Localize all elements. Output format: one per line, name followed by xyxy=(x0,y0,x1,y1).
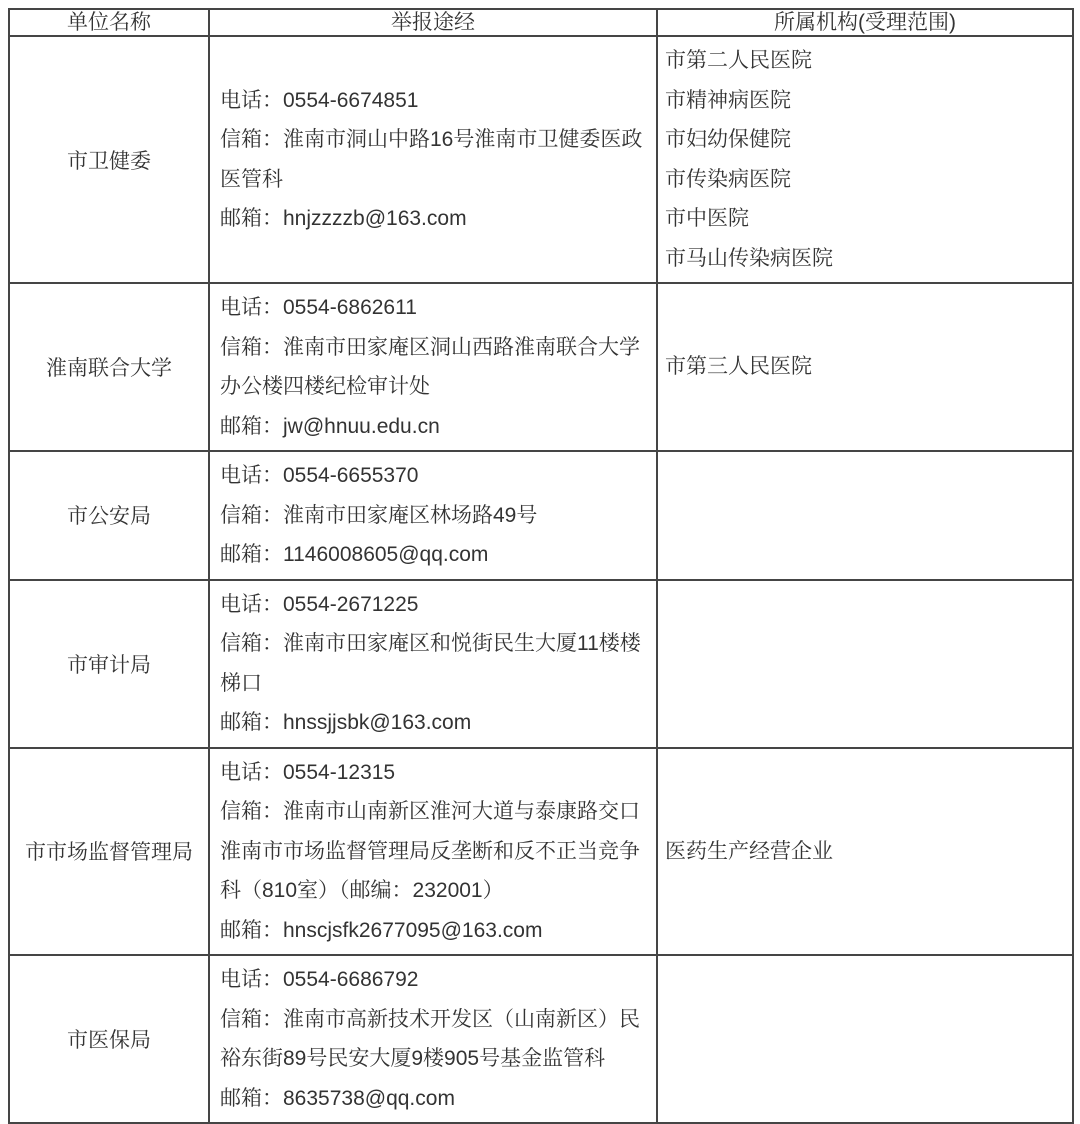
mailbox-line: 信箱：淮南市田家庵区洞山西路淮南联合大学办公楼四楼纪检审计处 xyxy=(220,335,640,398)
unit-name-cell: 市审计局 xyxy=(9,580,209,748)
institutions-cell xyxy=(657,283,1073,451)
table-row xyxy=(9,955,1073,1123)
report-channels-cell xyxy=(209,580,657,748)
mailbox-line: 信箱：淮南市高新技术开发区（山南新区）民裕东街89号民安大厦9楼905号基金监管科 xyxy=(220,1007,640,1070)
table-row xyxy=(9,580,1073,748)
mailbox-line: 信箱：淮南市田家庵区林场路49号 xyxy=(220,503,538,527)
header-institutions: 所属机构(受理范围) xyxy=(657,9,1073,36)
mailbox-line: 信箱：淮南市洞山中路16号淮南市卫健委医政医管科 xyxy=(220,128,643,191)
table-row xyxy=(9,748,1073,956)
report-channels-cell xyxy=(209,748,657,956)
mailbox-line: 信箱：淮南市田家庵区和悦街民生大厦11楼楼梯口 xyxy=(220,632,641,695)
unit-name-cell: 市医保局 xyxy=(9,955,209,1123)
mailbox-line: 信箱：淮南市山南新区淮河大道与泰康路交口淮南市市场监督管理局反垄断和反不正当竞争科（810室）（邮编：232001） xyxy=(220,800,640,902)
table-row xyxy=(9,283,1073,451)
institution-item: 市马山传染病医院 xyxy=(665,246,833,270)
unit-name-cell: 淮南联合大学 xyxy=(9,283,209,451)
phone-line: 电话：0554-12315 xyxy=(220,760,396,784)
institutions-cell xyxy=(657,748,1073,956)
institution-item: 市传染病医院 xyxy=(665,167,791,191)
institutions-cell xyxy=(657,955,1073,1123)
header-report-channels: 举报途经 xyxy=(209,9,657,36)
table-row xyxy=(9,451,1073,580)
report-channels-cell xyxy=(209,36,657,283)
institution-item: 市中医院 xyxy=(665,207,749,230)
email-line: 邮箱：hnssjjsbk@163.com xyxy=(220,711,472,734)
report-contacts-table xyxy=(8,8,1074,1124)
email-line: 邮箱：jw@hnuu.edu.cn xyxy=(220,414,440,438)
header-row xyxy=(9,9,1073,36)
institution-item: 医药生产经营企业 xyxy=(665,839,833,863)
email-line: 邮箱：hnscjsfk2677095@163.com xyxy=(220,918,543,942)
institution-item: 市第三人民医院 xyxy=(665,355,812,379)
table-row xyxy=(9,36,1073,283)
institution-item: 市妇幼保健院 xyxy=(665,128,791,151)
report-channels-cell xyxy=(209,283,657,451)
institutions-cell xyxy=(657,580,1073,748)
report-channels-cell xyxy=(209,451,657,580)
institutions-cell xyxy=(657,451,1073,580)
report-channels-cell xyxy=(209,955,657,1123)
phone-line: 电话：0554-6862611 xyxy=(220,296,417,319)
header-unit-name: 单位名称 xyxy=(9,9,209,36)
email-line: 邮箱：1146008605@qq.com xyxy=(220,543,489,566)
unit-name-cell: 市市场监督管理局 xyxy=(9,748,209,956)
email-line: 邮箱：hnjzzzzb@163.com xyxy=(220,207,467,230)
unit-name-cell: 市卫健委 xyxy=(9,36,209,283)
institution-item: 市精神病医院 xyxy=(665,88,791,112)
phone-line: 电话：0554-6674851 xyxy=(220,88,419,112)
unit-name-cell: 市公安局 xyxy=(9,451,209,580)
institutions-cell xyxy=(657,36,1073,283)
phone-line: 电话：0554-6655370 xyxy=(220,464,419,487)
phone-line: 电话：0554-6686792 xyxy=(220,968,419,991)
institution-item: 市第二人民医院 xyxy=(665,49,812,72)
phone-line: 电话：0554-2671225 xyxy=(220,592,419,616)
email-line: 邮箱：8635738@qq.com xyxy=(220,1086,455,1110)
